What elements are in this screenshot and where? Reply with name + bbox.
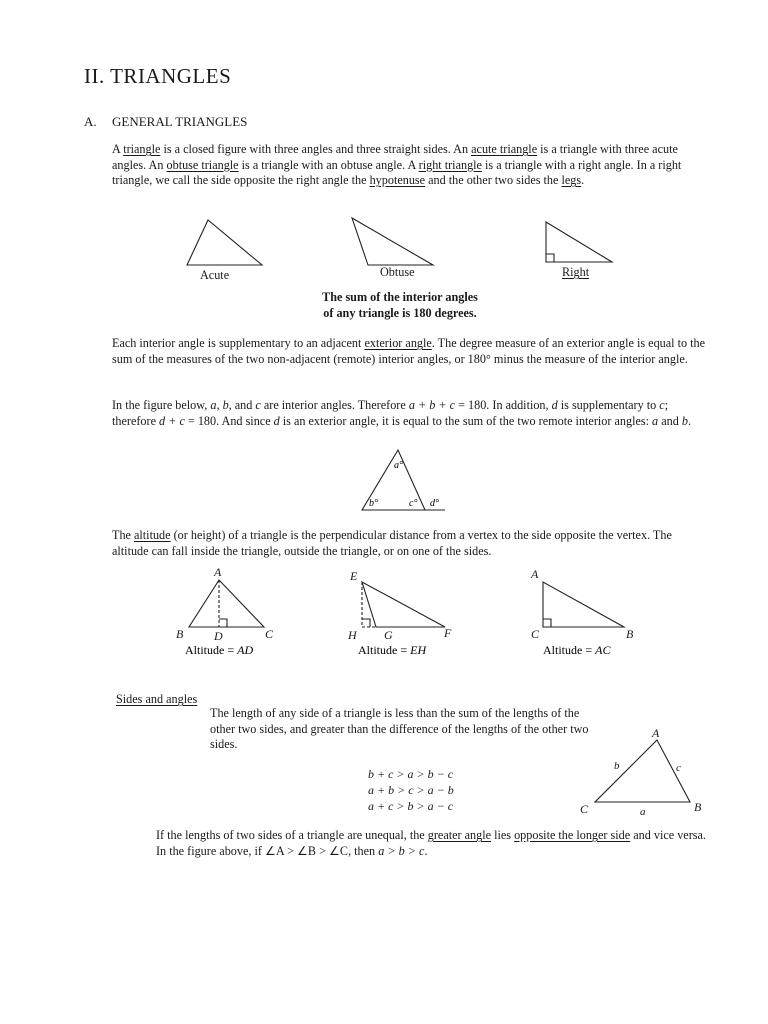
- fig3-label-B: B: [626, 627, 634, 641]
- term-altitude: altitude: [134, 528, 171, 542]
- acute-triangle-shape: [187, 220, 262, 265]
- inequality-list: [368, 766, 454, 814]
- label-acute: Acute: [200, 268, 230, 282]
- inequality-3: a + c > b > a − c: [368, 799, 454, 813]
- term-exterior-angle: exterior angle: [364, 336, 432, 350]
- altitude-fig3-triangle: [543, 582, 624, 627]
- term-acute-triangle: acute triangle: [471, 142, 538, 156]
- section-title: GENERAL TRIANGLES: [112, 114, 248, 129]
- term-greater-angle: greater angle: [427, 828, 492, 842]
- sides-heading: Sides and angles: [116, 692, 198, 706]
- sides-label-B: B: [694, 800, 702, 814]
- fig2-label-H: H: [348, 628, 357, 642]
- angle-a-label: a°: [394, 460, 403, 471]
- final-paragraph: If the lengths of two sides of a triangle are unequal, the greater angle lies opposite the longer side and vice versa. In the figure above, if ∠A > ∠B > ∠C, then a > b > c.: [156, 828, 706, 858]
- angle-d-label: d°: [430, 498, 439, 509]
- fig1-caption: Altitude = AD: [185, 643, 254, 657]
- term-opposite-longer-side: opposite the longer side: [514, 828, 631, 842]
- label-obtuse: Obtuse: [380, 265, 415, 279]
- inequality-2: a + b > c > a − b: [368, 783, 454, 797]
- term-right-triangle: right triangle: [418, 157, 482, 172]
- fig3-label-A: A: [531, 567, 539, 581]
- obtuse-triangle-shape: [352, 218, 433, 265]
- sides-label-A: A: [652, 726, 660, 740]
- right-angle-mark: [546, 254, 554, 262]
- fig2-label-F: F: [444, 626, 452, 640]
- altitude-fig2-right-mark: [362, 619, 370, 627]
- fig3-label-C: C: [531, 627, 540, 641]
- angle-c-label: c°: [409, 498, 418, 509]
- intro-paragraph: A triangle is a closed figure with three angles and three straight sides. An acute triangle is a triangle with three acute angles. An obtuse triangle is a triangle with an obtuse angle. A right triangle is a triangle with a right angle. In a right triangle, we call the side opposite the right angle the hypotenuse and the other two sides the legs.: [112, 142, 682, 187]
- term-legs: legs: [561, 173, 582, 187]
- angle-sum-note: The sum of the interior angles of any triangle is 180 degrees.: [322, 290, 478, 320]
- inequality-1: b + c > a > b − c: [368, 767, 454, 781]
- altitude-figures: [0, 562, 768, 662]
- exterior-angle-figure: [340, 440, 460, 520]
- fig3-caption: Altitude = AC: [543, 643, 611, 657]
- sides-rule: The length of any side of a triangle is less than the sum of the lengths of the other two sides, and greater than the difference of the lengths of the other two sides.: [210, 706, 589, 751]
- fig1-label-D: D: [214, 629, 223, 643]
- altitude-paragraph: The altitude (or height) of a triangle is the perpendicular distance from a vertex to the side opposite the vertex. The altitude can fall inside the triangle, outside the triangle, or on one of the sides.: [112, 528, 672, 558]
- altitude-fig3-right-mark: [543, 619, 551, 627]
- label-right: Right: [562, 265, 590, 279]
- interior-angles-paragraph: In the figure below, a, b, and c are interior angles. Therefore a + b + c = 180. In addition, d is supplementary to c; therefore d + c = 180. And since d is an exterior angle, it is equal to the sum of the two remote interior angles: a and b.: [112, 398, 691, 428]
- sides-label-c: c: [676, 762, 681, 774]
- angle-b-label: b°: [369, 498, 378, 509]
- exterior-angle-paragraph: Each interior angle is supplementary to an adjacent exterior angle. The degree measure of an exterior angle is equal to the sum of the measures of the two non-adjacent (remote) interior angles, or 180° minus the measure of the interior angle.: [112, 336, 706, 366]
- fig1-label-A: A: [214, 565, 222, 579]
- fig2-label-E: E: [350, 569, 358, 583]
- term-obtuse-triangle: obtuse triangle: [166, 157, 239, 172]
- section-heading: [84, 114, 247, 130]
- fig1-label-C: C: [265, 627, 274, 641]
- sides-label-b: b: [614, 760, 620, 772]
- section-number: A.: [84, 114, 97, 129]
- fig2-label-G: G: [384, 628, 393, 642]
- right-triangle-shape: [546, 222, 612, 262]
- sides-angles-figure: [570, 725, 710, 820]
- page-title: II. TRIANGLES: [84, 64, 232, 88]
- fig1-label-B: B: [176, 627, 184, 641]
- term-hypotenuse: hypotenuse: [369, 173, 426, 187]
- fig2-caption: Altitude = EH: [358, 643, 427, 657]
- sides-label-a: a: [640, 806, 646, 818]
- sides-label-C: C: [580, 802, 589, 816]
- term-triangle: triangle: [123, 142, 161, 156]
- altitude-fig1-right-mark: [219, 619, 227, 627]
- altitude-fig2-triangle: [362, 582, 445, 627]
